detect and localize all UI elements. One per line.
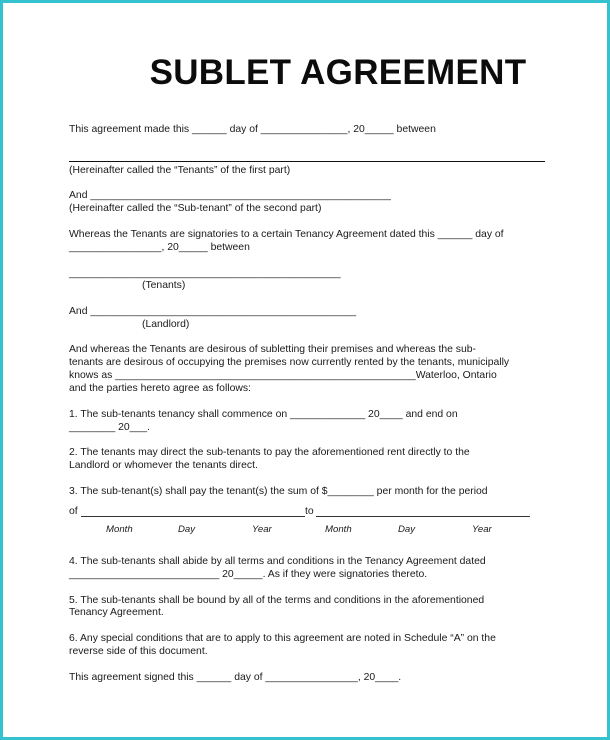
date-label-from-day: Day	[178, 524, 196, 535]
date-label-from-month: Month	[106, 524, 133, 535]
intro-line: This agreement made this ______ day of _______________, 20_____ between	[69, 124, 436, 135]
date-label-to-day: Day	[398, 524, 416, 535]
tenants-label: (Tenants)	[142, 280, 186, 291]
whereas-line-1: Whereas the Tenants are signatories to a certain Tenancy Agreement dated this ______ day of	[69, 229, 504, 240]
date-label-from-year: Year	[252, 524, 272, 535]
clause-2-line-2: Landlord or whomever the tenants direct.	[69, 460, 258, 471]
landlord-label: (Landlord)	[142, 319, 190, 330]
clause-1-line-1: 1. The sub-tenants tenancy shall commence on _____________ 20____ and end on	[69, 409, 458, 420]
clause-4-line-1: 4. The sub-tenants shall abide by all terms and conditions in the Tenancy Agreement dated	[69, 556, 486, 567]
page-title: SUBLET AGREEMENT	[149, 53, 527, 92]
clause-3-to-label: to	[305, 506, 314, 517]
date-label-to-month: Month	[325, 524, 352, 535]
date-label-to-year: Year	[472, 524, 492, 535]
and-line-1: And ____________________________________________________	[69, 190, 391, 201]
clause-4-line-2: __________________________ 20_____. As if they were signatories thereto.	[69, 569, 428, 580]
clause-2-line-1: 2. The tenants may direct the sub-tenants to pay the aforementioned rent directly to the	[69, 447, 470, 458]
clause-6-line-2: reverse side of this document.	[69, 646, 208, 657]
party-signature-rule	[69, 161, 545, 162]
and-whereas-line-2: tenants are desirous of occupying the premises now currently rented by the tenants, municipally	[69, 357, 510, 368]
and-whereas-line-4: and the parties hereto agree as follows:	[69, 383, 251, 394]
tenants-blank-line: _______________________________________________	[69, 268, 341, 279]
signed-line: This agreement signed this ______ day of ________________, 20____.	[69, 672, 402, 683]
and-whereas-line-3: knows as ____________________________________________________Waterloo, Ontario	[69, 370, 497, 381]
subtenant-called-line: (Hereinafter called the “Sub-tenant” of the second part)	[69, 203, 322, 214]
and-line-2: And ______________________________________________	[69, 306, 357, 317]
clause-6-line-1: 6. Any special conditions that are to apply to this agreement are noted in Schedule “A” on the	[69, 633, 496, 644]
clause-3-line-1: 3. The sub-tenant(s) shall pay the tenant(s) the sum of $________ per month for the period	[69, 486, 488, 497]
period-from-blank	[81, 516, 305, 517]
tenants-called-line: (Hereinafter called the “Tenants” of the first part)	[69, 165, 291, 176]
period-to-blank	[316, 516, 530, 517]
clause-5-line-2: Tenancy Agreement.	[69, 607, 164, 618]
clause-3-of-label: of	[69, 506, 78, 517]
whereas-line-2: ________________, 20_____ between	[69, 242, 250, 253]
and-whereas-line-1: And whereas the Tenants are desirous of subletting their premises and whereas the sub-	[69, 344, 477, 355]
clause-1-line-2: ________ 20___.	[69, 422, 150, 433]
clause-5-line-1: 5. The sub-tenants shall be bound by all of the terms and conditions in the aforementioned	[69, 595, 485, 606]
